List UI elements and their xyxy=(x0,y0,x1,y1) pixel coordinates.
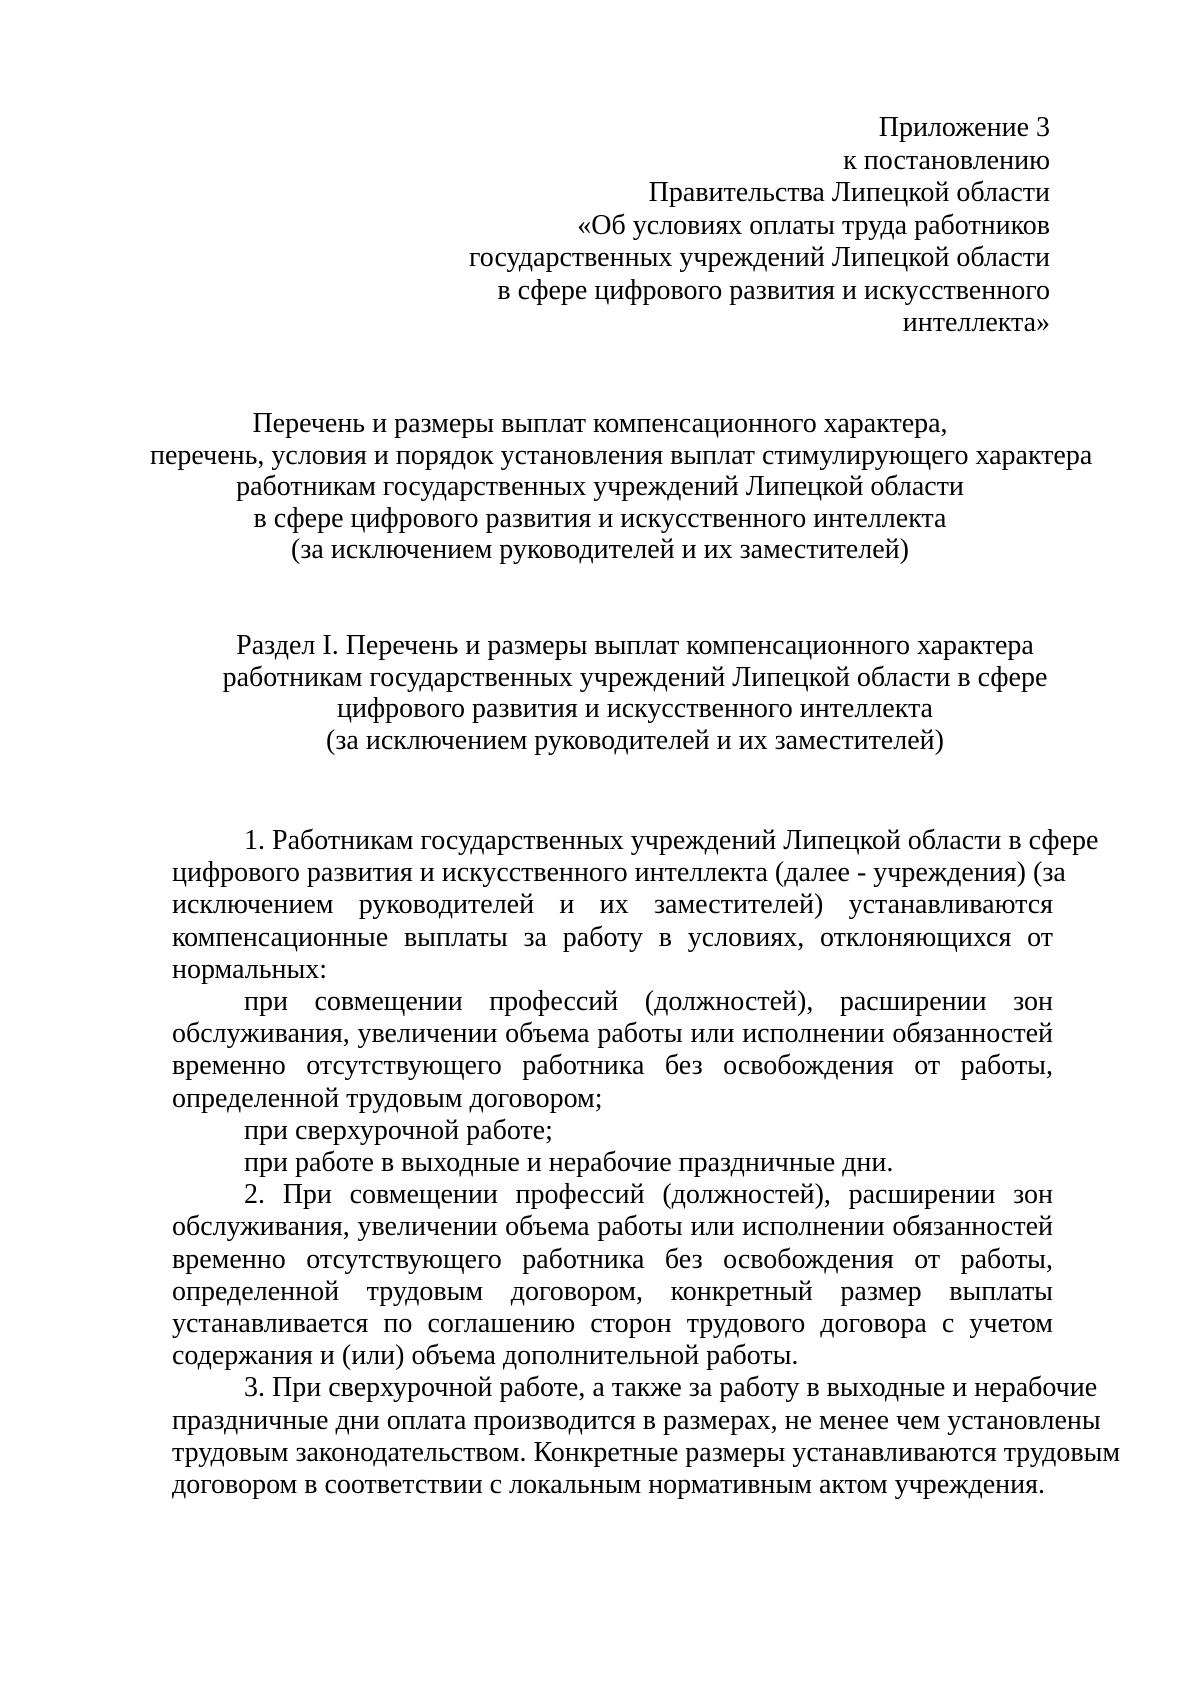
title-line: Перечень и размеры выплат компенсационного характера, xyxy=(252,408,948,439)
section-line: работникам государственных учреждений Липецкой области в сфере xyxy=(222,661,1048,693)
list-item-line: временно отсутствующего работника без освобождения от работы, xyxy=(172,1050,1053,1082)
section-line: Раздел I. Перечень и размеры выплат компенсационного характера xyxy=(236,630,1034,661)
paragraph-3-line: праздничные дни оплата производится в размерах, не менее чем установлены xyxy=(172,1404,1101,1436)
paragraph-3-line: договором в соответствии с локальным нормативным актом учреждения. xyxy=(172,1469,1046,1501)
title-line: (за исключением руководителей и их заместителей) xyxy=(291,534,909,565)
title-line: работникам государственных учреждений Липецкой области xyxy=(236,471,964,502)
appendix-line: интеллекта» xyxy=(902,307,1050,338)
paragraph-2-line: содержания и (или) объема дополнительной работы. xyxy=(172,1340,799,1372)
section-line: (за исключением руководителей и их заместителей) xyxy=(326,724,944,756)
list-item-line: при работе в выходные и нерабочие праздничные дни. xyxy=(244,1147,894,1179)
appendix-header xyxy=(350,112,1050,340)
list-item-line: при сверхурочной работе; xyxy=(244,1114,553,1146)
list-item-line: при совмещении профессий (должностей), расширении зон xyxy=(244,986,1053,1018)
paragraph-2-line: обслуживания, увеличении объема работы или исполнении обязанностей xyxy=(172,1211,1053,1243)
appendix-line: в сфере цифрового развития и искусственного xyxy=(497,274,1050,306)
title-line: в сфере цифрового развития и искусственного интеллекта xyxy=(253,502,947,534)
appendix-line: государственных учреждений Липецкой области xyxy=(469,242,1050,273)
appendix-line: Приложение 3 xyxy=(878,112,1050,143)
list-item-line: определенной трудовым договором; xyxy=(172,1082,603,1114)
section-line: цифрового развития и искусственного интеллекта xyxy=(337,693,933,724)
document-title xyxy=(150,408,1093,566)
list-item-line: обслуживания, увеличении объема работы или исполнении обязанностей xyxy=(172,1018,1053,1050)
appendix-line: «Об условиях оплаты труда работников xyxy=(577,209,1050,241)
section-heading xyxy=(220,630,1050,756)
paragraph-3-line: трудовым законодательством. Конкретные размеры устанавливаются трудовым xyxy=(172,1436,1121,1468)
appendix-line: к постановлению xyxy=(843,144,1050,176)
paragraph-1-line: нормальных: xyxy=(172,953,328,985)
body-text xyxy=(172,825,1121,1501)
appendix-line: Правительства Липецкой области xyxy=(648,177,1050,208)
paragraph-1-line: исключением руководителей и их заместителей) устанавливаются xyxy=(172,889,1053,921)
paragraph-2-line: 2. При совмещении профессий (должностей), расширении зон xyxy=(244,1179,1053,1211)
paragraph-1-line: цифрового развития и искусственного интеллекта (далее - учреждения) (за xyxy=(172,857,1066,889)
paragraph-2-line: временно отсутствующего работника без освобождения от работы, xyxy=(172,1243,1053,1275)
paragraph-1-line: 1. Работникам государственных учреждений Липецкой области в сфере xyxy=(244,825,1099,856)
paragraph-1-line: компенсационные выплаты за работу в условиях, отклоняющихся от xyxy=(172,921,1053,953)
paragraph-2-line: устанавливается по соглашению сторон трудового договора с учетом xyxy=(172,1308,1053,1340)
paragraph-2-line: определенной трудовым договором, конкретный размер выплаты xyxy=(172,1275,1053,1307)
paragraph-3-line: 3. При сверхурочной работе, а также за работу в выходные и нерабочие xyxy=(244,1372,1098,1404)
title-line: перечень, условия и порядок установления выплат стимулирующего характера xyxy=(150,439,1093,471)
